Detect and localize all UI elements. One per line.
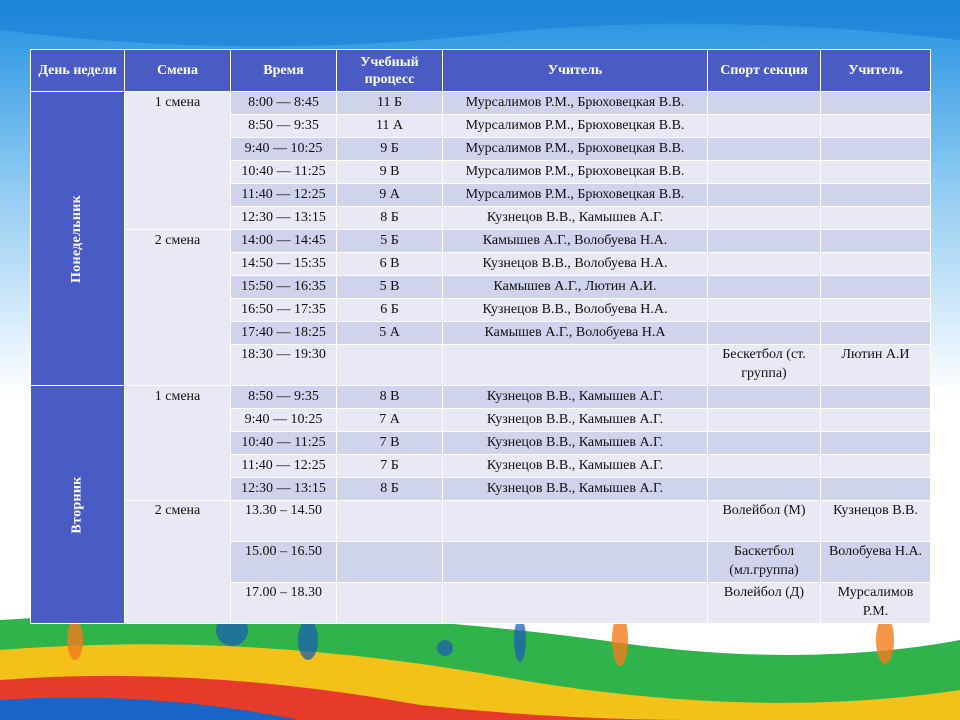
teacher-cell: Мурсалимов Р.М., Брюховецкая В.В. <box>443 138 708 161</box>
sport-cell: Волейбол (Д) <box>708 583 821 624</box>
time-cell: 16:50 — 17:35 <box>231 299 337 322</box>
coach-cell <box>821 322 931 345</box>
sport-cell <box>708 276 821 299</box>
shift-cell: 1 смена <box>125 92 231 230</box>
day-cell <box>31 386 125 624</box>
teacher-cell: Кузнецов В.В., Камышев А.Г. <box>443 478 708 501</box>
sport-cell <box>708 92 821 115</box>
teacher-cell <box>443 542 708 583</box>
sport-cell <box>708 409 821 432</box>
sport-cell <box>708 253 821 276</box>
teacher-cell: Кузнецов В.В., Камышев А.Г. <box>443 455 708 478</box>
day-name: Понедельник <box>69 194 85 283</box>
time-cell: 9:40 — 10:25 <box>231 409 337 432</box>
class-cell: 6 Б <box>337 299 443 322</box>
coach-cell <box>821 299 931 322</box>
time-cell: 10:40 — 11:25 <box>231 432 337 455</box>
header-coach: Учитель <box>821 50 931 92</box>
shift-cell: 2 смена <box>125 230 231 386</box>
class-cell: 9 А <box>337 184 443 207</box>
time-cell: 11:40 — 12:25 <box>231 184 337 207</box>
coach-cell: Мурсалимов Р.М. <box>821 583 931 624</box>
day-name: Вторник <box>69 475 85 534</box>
time-cell: 12:30 — 13:15 <box>231 207 337 230</box>
coach-cell <box>821 409 931 432</box>
time-cell: 17.00 – 18.30 <box>231 583 337 624</box>
time-cell: 9:40 — 10:25 <box>231 138 337 161</box>
time-cell: 8:50 — 9:35 <box>231 386 337 409</box>
coach-cell: Кузнецов В.В. <box>821 501 931 542</box>
time-cell: 12:30 — 13:15 <box>231 478 337 501</box>
time-cell: 15:50 — 16:35 <box>231 276 337 299</box>
teacher-cell: Мурсалимов Р.М., Брюховецкая В.В. <box>443 161 708 184</box>
time-cell: 15.00 – 16.50 <box>231 542 337 583</box>
coach-cell <box>821 207 931 230</box>
header-class: Учебный процесс <box>337 50 443 92</box>
teacher-cell: Мурсалимов Р.М., Брюховецкая В.В. <box>443 92 708 115</box>
teacher-cell: Камышев А.Г., Волобуева Н.А. <box>443 230 708 253</box>
table-row <box>31 92 931 115</box>
sport-cell: Волейбол (М) <box>708 501 821 542</box>
coach-cell <box>821 115 931 138</box>
time-cell: 8:50 — 9:35 <box>231 115 337 138</box>
coach-cell <box>821 386 931 409</box>
shift-cell: 2 смена <box>125 501 231 624</box>
time-cell: 10:40 — 11:25 <box>231 161 337 184</box>
teacher-cell <box>443 345 708 386</box>
coach-cell <box>821 276 931 299</box>
class-cell: 7 Б <box>337 455 443 478</box>
header-day: День недели <box>31 50 125 92</box>
time-cell: 11:40 — 12:25 <box>231 455 337 478</box>
header-teacher: Учитель <box>443 50 708 92</box>
time-cell: 14:50 — 15:35 <box>231 253 337 276</box>
table-row <box>31 501 931 542</box>
sport-cell <box>708 322 821 345</box>
class-cell <box>337 501 443 542</box>
table-row <box>31 386 931 409</box>
sport-cell <box>708 115 821 138</box>
teacher-cell: Кузнецов В.В., Камышев А.Г. <box>443 207 708 230</box>
time-cell: 13.30 – 14.50 <box>231 501 337 542</box>
class-cell: 5 Б <box>337 230 443 253</box>
sport-cell <box>708 207 821 230</box>
teacher-cell: Кузнецов В.В., Камышев А.Г. <box>443 432 708 455</box>
coach-cell <box>821 230 931 253</box>
time-cell: 17:40 — 18:25 <box>231 322 337 345</box>
teacher-cell: Камышев А.Г., Волобуева Н.А <box>443 322 708 345</box>
coach-cell: Волобуева Н.А. <box>821 542 931 583</box>
class-cell: 9 Б <box>337 138 443 161</box>
coach-cell <box>821 478 931 501</box>
teacher-cell: Мурсалимов Р.М., Брюховецкая В.В. <box>443 184 708 207</box>
coach-cell: Лютин А.И <box>821 345 931 386</box>
teacher-cell <box>443 583 708 624</box>
class-cell: 11 Б <box>337 92 443 115</box>
teacher-cell: Кузнецов В.В., Волобуева Н.А. <box>443 299 708 322</box>
time-cell: 14:00 — 14:45 <box>231 230 337 253</box>
class-cell: 9 В <box>337 161 443 184</box>
teacher-cell <box>443 501 708 542</box>
sport-cell <box>708 161 821 184</box>
coach-cell <box>821 92 931 115</box>
header-shift: Смена <box>125 50 231 92</box>
teacher-cell: Мурсалимов Р.М., Брюховецкая В.В. <box>443 115 708 138</box>
sport-cell <box>708 432 821 455</box>
class-cell <box>337 583 443 624</box>
sport-cell <box>708 386 821 409</box>
sport-cell <box>708 230 821 253</box>
coach-cell <box>821 432 931 455</box>
class-cell: 6 В <box>337 253 443 276</box>
sport-cell <box>708 299 821 322</box>
class-cell: 11 А <box>337 115 443 138</box>
teacher-cell: Кузнецов В.В., Волобуева Н.А. <box>443 253 708 276</box>
schedule-table <box>30 49 931 624</box>
class-cell: 5 А <box>337 322 443 345</box>
sport-cell: Бескетбол (ст. группа) <box>708 345 821 386</box>
coach-cell <box>821 455 931 478</box>
coach-cell <box>821 253 931 276</box>
sport-cell <box>708 138 821 161</box>
day-cell <box>31 92 125 386</box>
coach-cell <box>821 184 931 207</box>
header-row <box>31 50 931 92</box>
class-cell: 8 Б <box>337 207 443 230</box>
coach-cell <box>821 161 931 184</box>
sport-cell <box>708 478 821 501</box>
class-cell <box>337 542 443 583</box>
table-row <box>31 230 931 253</box>
class-cell: 7 В <box>337 432 443 455</box>
teacher-cell: Кузнецов В.В., Камышев А.Г. <box>443 386 708 409</box>
coach-cell <box>821 138 931 161</box>
teacher-cell: Камышев А.Г., Лютин А.И. <box>443 276 708 299</box>
sport-cell <box>708 455 821 478</box>
shift-cell: 1 смена <box>125 386 231 501</box>
sport-cell <box>708 184 821 207</box>
teacher-cell: Кузнецов В.В., Камышев А.Г. <box>443 409 708 432</box>
header-sport: Спорт секция <box>708 50 821 92</box>
class-cell <box>337 345 443 386</box>
header-time: Время <box>231 50 337 92</box>
class-cell: 8 В <box>337 386 443 409</box>
class-cell: 7 А <box>337 409 443 432</box>
class-cell: 5 В <box>337 276 443 299</box>
time-cell: 8:00 — 8:45 <box>231 92 337 115</box>
time-cell: 18:30 — 19:30 <box>231 345 337 386</box>
sport-cell: Баскетбол (мл.группа) <box>708 542 821 583</box>
class-cell: 8 Б <box>337 478 443 501</box>
